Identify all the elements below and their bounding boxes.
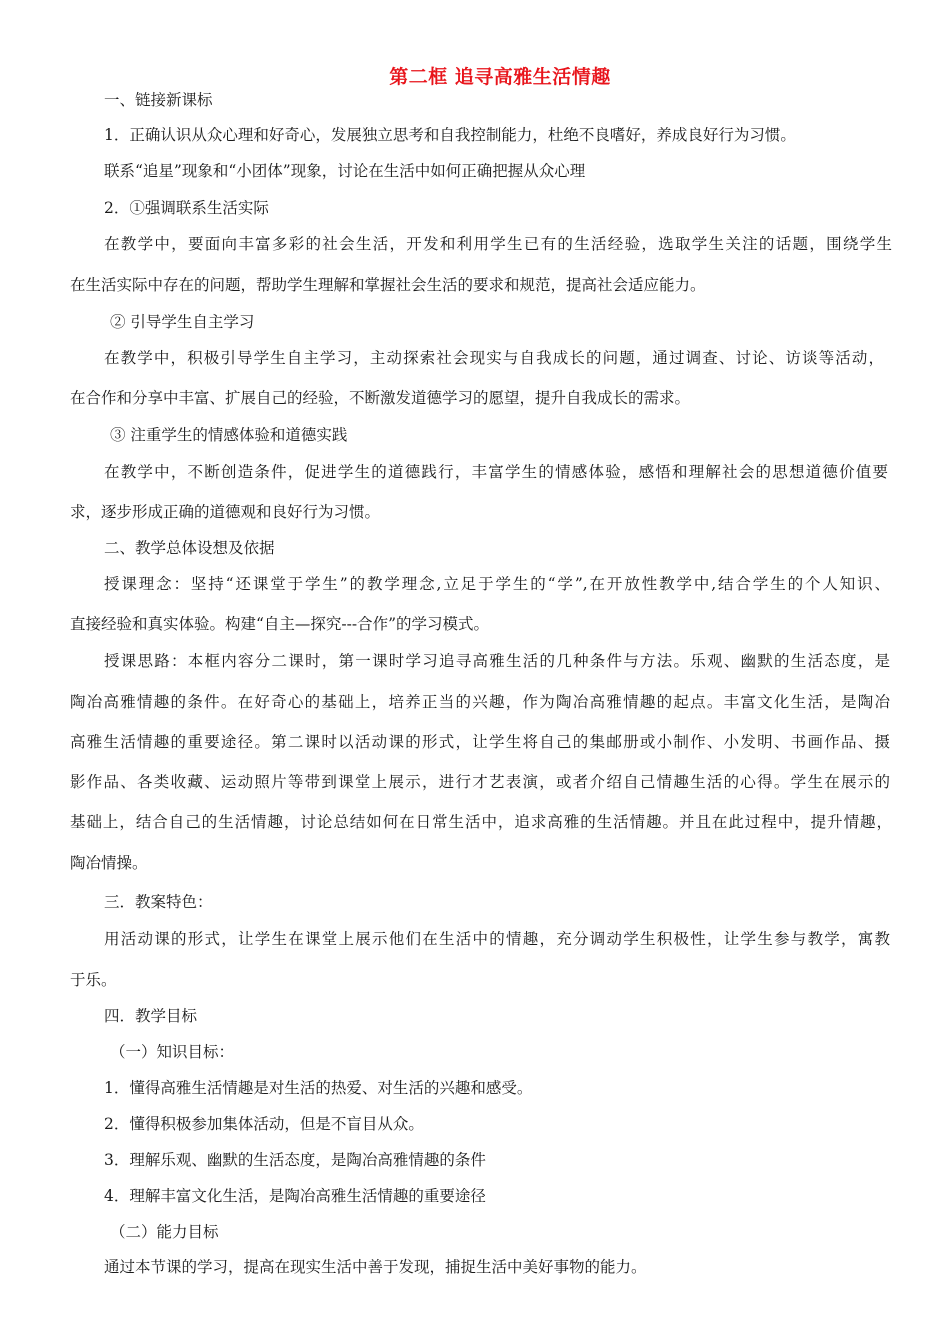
paragraph-line: 用活动课的形式，让学生在课堂上展示他们在生活中的情趣，充分调动学生积极性，让学生参与教学，寓教 [104, 930, 890, 948]
subheading-line: ② 引导学生自主学习 [110, 313, 255, 331]
paragraph-line: 高雅生活情趣的重要途径。第二课时以活动课的形式，让学生将自己的集邮册或小制作、小发明、书画作品、摄 [70, 733, 890, 751]
paragraph-line: 陶冶情操。 [70, 854, 148, 872]
section-heading-3: 三．教案特色： [104, 893, 213, 911]
paragraph-line: 在教学中，要面向丰富多彩的社会生活，开发和利用学生已有的生活经验，选取学生关注的话题，围绕学生 [104, 235, 892, 253]
paragraph-line: 陶冶高雅情趣的条件。在好奇心的基础上，培养正当的兴趣，作为陶冶高雅情趣的起点。丰富文化生活，是陶冶 [70, 693, 890, 711]
paragraph-line: 授课理念：坚持“还课堂于学生”的教学理念,立足于学生的“学”,在开放性教学中,结合学生的个人知识、 [104, 575, 890, 593]
paragraph-line: 在合作和分享中丰富、扩展自己的经验，不断激发道德学习的愿望，提升自我成长的需求。 [70, 389, 691, 407]
document-title: 第二框 追寻高雅生活情趣 [389, 66, 611, 88]
paragraph-line: 基础上，结合自己的生活情趣，讨论总结如何在日常生活中，追求高雅的生活情趣。并且在此过程中，提升情趣， [70, 813, 892, 831]
paragraph-line: 在生活实际中存在的问题，帮助学生理解和掌握社会生活的要求和规范，提高社会适应能力。 [70, 276, 706, 294]
paragraph-line: 影作品、各类收藏、运动照片等带到课堂上展示，进行才艺表演，或者介绍自己情趣生活的心得。学生在展示的 [70, 773, 890, 791]
list-item: 3．理解乐观、幽默的生活态度，是陶冶高雅情趣的条件 [104, 1151, 486, 1169]
paragraph-line: 联系“追星”现象和“小团体”现象，讨论在生活中如何正确把握从众心理 [104, 162, 586, 180]
paragraph-line: 授课思路：本框内容分二课时，第一课时学习追寻高雅生活的几种条件与方法。乐观、幽默的生活态度，是 [104, 652, 890, 670]
section-heading-2: 二、教学总体设想及依据 [104, 539, 275, 557]
list-item: 1．懂得高雅生活情趣是对生活的热爱、对生活的兴趣和感受。 [104, 1079, 533, 1097]
paragraph-line: 通过本节课的学习，提高在现实生活中善于发现，捕捉生活中美好事物的能力。 [104, 1258, 647, 1276]
paragraph-line: 直接经验和真实体验。构建“自主—探究---合作”的学习模式。 [70, 615, 490, 633]
paragraph-line: 在教学中，不断创造条件，促进学生的道德践行，丰富学生的情感体验，感悟和理解社会的思想道德价值要 [104, 463, 888, 481]
paragraph-line: 1．正确认识从众心理和好奇心，发展独立思考和自我控制能力，杜绝不良嗜好，养成良好行为习惯。 [104, 126, 796, 144]
paragraph-line: 求，逐步形成正确的道德观和良好行为习惯。 [70, 503, 381, 521]
subheading-line: （一）知识目标： [110, 1043, 235, 1061]
subheading-line: ③ 注重学生的情感体验和道德实践 [110, 426, 348, 444]
section-heading-1: 一、链接新课标 [104, 91, 213, 109]
paragraph-line: 2．①强调联系生活实际 [104, 199, 269, 217]
list-item: 4．理解丰富文化生活，是陶冶高雅生活情趣的重要途径 [104, 1187, 486, 1205]
list-item: 2．懂得积极参加集体活动，但是不盲目从众。 [104, 1115, 424, 1133]
section-heading-4: 四．教学目标 [104, 1007, 198, 1025]
paragraph-line: 在教学中，积极引导学生自主学习，主动探索社会现实与自我成长的问题，通过调查、讨论、访谈等活动， [104, 349, 884, 367]
subheading-line: （二）能力目标 [110, 1223, 219, 1241]
paragraph-line: 于乐。 [70, 971, 117, 989]
